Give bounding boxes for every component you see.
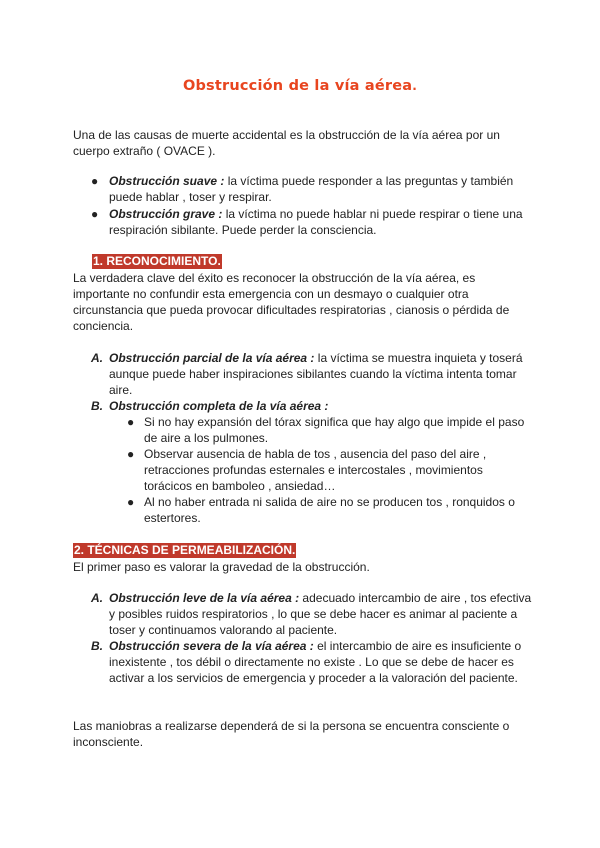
list-letter: A. bbox=[91, 591, 103, 605]
list-item bbox=[91, 206, 536, 238]
bullet-icon: ● bbox=[127, 495, 135, 509]
list-item-text: el intercambio de aire es insuficiente o inexistente , tos débil o directamente no existe . Lo que se debe de hacer es activar a los servicios de emergencia y proceder a la valoración del paciente. bbox=[109, 639, 522, 685]
list-item-text: la víctima no puede hablar ni puede respirar o tiene una respiración sibilante. Puede perder la consciencia. bbox=[109, 207, 523, 237]
reconocimiento-list bbox=[91, 350, 536, 414]
list-item-label: Obstrucción completa de la vía aérea : bbox=[109, 399, 329, 413]
list-item bbox=[91, 398, 536, 414]
severity-list bbox=[91, 173, 536, 239]
list-item bbox=[91, 173, 536, 205]
bullet-icon: ● bbox=[91, 207, 99, 221]
section-heading-reconocimiento: 1. RECONOCIMIENTO. bbox=[93, 254, 221, 268]
list-item-text: la víctima se muestra inquieta y toserá aunque puede haber inspiraciones sibilantes cuando la víctima intenta tomar aire. bbox=[109, 351, 523, 397]
list-item bbox=[91, 350, 536, 398]
list-item bbox=[127, 494, 527, 526]
closing-paragraph: Las maniobras a realizarse dependerá de si la persona se encuentra consciente o inconsciente. bbox=[73, 719, 510, 749]
list-item-text: Al no haber entrada ni salida de aire no se producen tos , ronquidos o estertores. bbox=[144, 495, 515, 525]
list-item-label: Obstrucción grave : bbox=[109, 207, 223, 221]
list-letter: A. bbox=[91, 351, 103, 365]
list-letter: B. bbox=[91, 399, 103, 413]
list-item bbox=[91, 590, 536, 638]
list-item bbox=[91, 638, 536, 686]
list-item-label: Obstrucción suave : bbox=[109, 174, 225, 188]
list-item-text: Observar ausencia de habla de tos , ausencia del paso del aire , retracciones profundas esternales e intercostales , movimientos torácicos en bamboleo , ansiedad… bbox=[144, 447, 487, 493]
title-dot: . bbox=[412, 79, 418, 93]
list-item-label: Obstrucción leve de la vía aérea : bbox=[109, 591, 300, 605]
bullet-icon: ● bbox=[91, 174, 99, 188]
reconocimiento-paragraph: La verdadera clave del éxito es reconocer la obstrucción de la vía aérea, es importante no confundir esta emergencia con un desmayo o cualquier otra circunstancia que pueda provocar dificultades respiratorias , cianosis o pérdida de conciencia. bbox=[73, 271, 510, 333]
bullet-icon: ● bbox=[127, 415, 135, 429]
bullet-icon: ● bbox=[127, 447, 135, 461]
list-item bbox=[127, 414, 527, 446]
section-heading-tecnicas: 2. TÉCNICAS DE PERMEABILIZACIÓN. bbox=[74, 543, 296, 557]
tecnicas-list bbox=[91, 590, 536, 686]
list-item-text: adecuado intercambio de aire , tos efectiva y posibles ruidos respiratorios , lo que se debe hacer es animar al paciente a toser y continuamos valorando al paciente. bbox=[109, 591, 532, 637]
list-item-text: la víctima puede responder a las preguntas y también puede hablar , toser y respirar. bbox=[109, 174, 514, 204]
tecnicas-paragraph: El primer paso es valorar la gravedad de la obstrucción. bbox=[73, 560, 370, 574]
list-item-label: Obstrucción parcial de la vía aérea : bbox=[109, 351, 315, 365]
list-item-label: Obstrucción severa de la vía aérea : bbox=[109, 639, 314, 653]
list-item-text: Si no hay expansión del tórax significa que hay algo que impide el paso de aire a los pulmones. bbox=[144, 415, 525, 445]
page-title: Obstrucción de la vía aérea. bbox=[182, 78, 418, 94]
list-letter: B. bbox=[91, 639, 103, 653]
list-item bbox=[127, 446, 527, 494]
intro-paragraph: Una de las causas de muerte accidental es la obstrucción de la vía aérea por un cuerpo extraño ( OVACE ). bbox=[73, 128, 500, 158]
complete-obstruction-signs bbox=[127, 414, 527, 526]
